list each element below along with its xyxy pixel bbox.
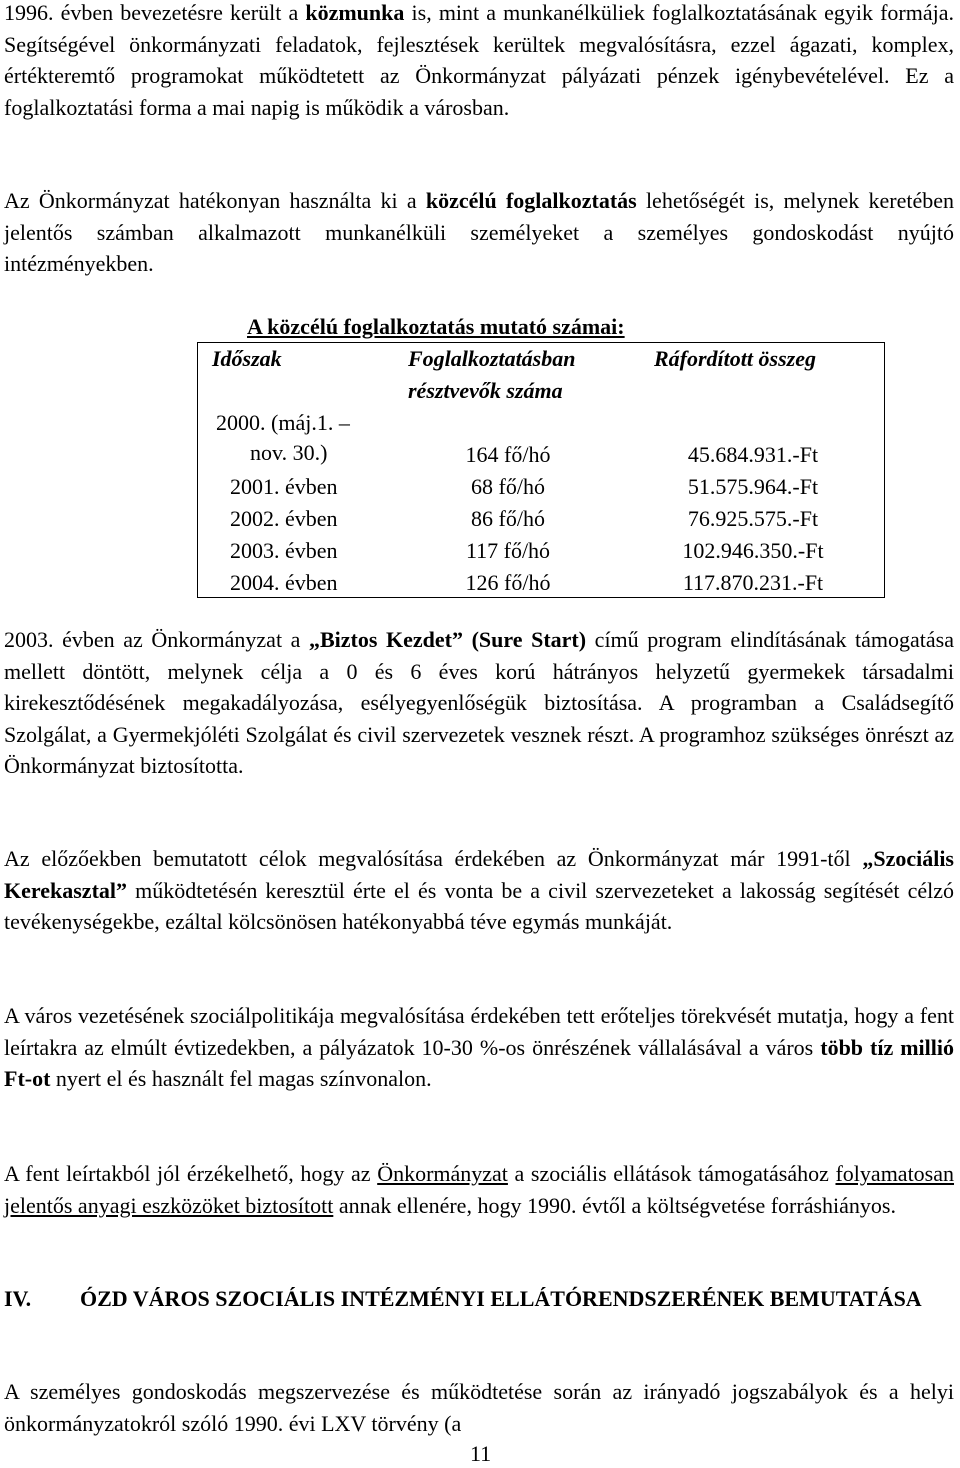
- paragraph-text: lehetőségét is, melynek keretében jelentős számban alkalmazott munkanélküli személyeket a személyes gondoskodást nyújtó intézményekben.: [4, 188, 954, 276]
- row-3-period: 2003. évben: [230, 538, 338, 563]
- paragraph-text: működtetésén keresztül érte el és vonta be a civil szervezeteket a lakosság segítését célzó tevékenységekbe, ezáltal kölcsönösen hatékonyabbá téve egymás munkáját.: [4, 877, 954, 934]
- row-3-participants: 117 fő/hó: [465, 538, 551, 563]
- paragraph-text: A személyes gondoskodás megszervezése és működtetése során az irányadó jogszabályok és a helyi önkormányzatokról szóló 1990. évi LXV törvény (a: [4, 1379, 954, 1436]
- row-0-participants: 164 fő/hó: [465, 442, 551, 467]
- row-0-amount: 45.684.931.-Ft: [687, 442, 819, 467]
- row-4-amount: 117.870.231.-Ft: [682, 570, 824, 595]
- bold-term: közmunka: [305, 0, 405, 25]
- paragraph-text: a szociális ellátások támogatásához: [507, 1161, 836, 1186]
- row-1-amount: 51.575.964.-Ft: [687, 474, 819, 499]
- paragraph-szocialpolitika: [4, 1000, 954, 1095]
- statistics-table: [197, 342, 885, 598]
- page-number: 11: [470, 1441, 492, 1466]
- row-1-period: 2001. évben: [230, 474, 338, 499]
- row-4-period: 2004. évben: [230, 570, 338, 595]
- paragraph-jogszabalyok: [4, 1376, 954, 1439]
- paragraph-kozcelu: [4, 185, 954, 280]
- paragraph-text: Az Önkormányzat hatékonyan használta ki a: [4, 188, 426, 213]
- paragraph-sure-start: [4, 624, 954, 782]
- table-title: A közcélú foglalkoztatás mutató számai:: [247, 314, 625, 339]
- bold-term: „Szociális Kerekasztal”: [4, 846, 954, 903]
- header-participants-line2: résztvevők száma: [408, 378, 563, 403]
- header-period: Időszak: [212, 346, 282, 371]
- bold-term: több tíz millió Ft-ot: [4, 1034, 955, 1091]
- bold-term: „Biztos Kezdet” (Sure Start): [309, 627, 587, 652]
- paragraph-text: című program elindításának támogatása mellett döntött, melynek célja a 0 és 6 éves korú hátrányos helyzetű gyermekek társadalmi kirekesztődésének megakadályozása, esélyegyenlőségük biztosítása. A programban a Családsegítő Szolgálat, a Gyermekjóléti Szolgálat és civil szervezetek vesznek részt. A programhoz szükséges önrészt az Önkormányzat biztosította.: [4, 627, 954, 778]
- paragraph-text: 1996. évben bevezetésre került a: [4, 0, 306, 25]
- paragraph-text: 2003. évben az Önkormányzat a: [4, 627, 309, 652]
- paragraph-text: annak ellenére, hogy 1990. évtől a költségvetése forráshiányos.: [333, 1192, 896, 1218]
- row-2-period: 2002. évben: [230, 506, 338, 531]
- header-participants-line1: Foglalkoztatásban: [408, 346, 576, 371]
- paragraph-text: nyert el és használt fel magas színvonalon.: [50, 1066, 432, 1091]
- header-amount: Ráfordított összeg: [654, 346, 816, 371]
- row-0-period-line2: nov. 30.): [250, 440, 328, 465]
- bold-term: közcélú foglalkoztatás: [425, 188, 637, 213]
- row-4-participants: 126 fő/hó: [465, 570, 551, 595]
- paragraph-text: A város vezetésének szociálpolitikája megvalósítása érdekében tett erőteljes törekvését mutatja, hogy a fent leírtakra az elmúlt évtizedekben, a pályázatok 10-30 %-os önrészének vállalásával a város: [4, 1003, 954, 1060]
- section-number: IV.: [4, 1286, 32, 1311]
- row-1-participants: 68 fő/hó: [471, 474, 545, 499]
- section-title: ÓZD VÁROS SZOCIÁLIS INTÉZMÉNYI ELLÁTÓRENDSZERÉNEK BEMUTATÁSA: [80, 1286, 922, 1311]
- underlined-term: folyamatosan jelentős anyagi eszközöket biztosított: [4, 1161, 955, 1218]
- paragraph-text: is, mint a munkanélküliek foglalkoztatásának egyik formája. Segítségével önkormányzati feladatok, fejlesztések kerültek megvalósításra, ezzel ágazati, komplex, értékteremtő programokat működtetett az Önkormányzat pályázati pénzek igénybevételével. Ez a foglalkoztatási forma a mai napig is működik a városban.: [4, 0, 955, 120]
- underlined-term: Önkormányzat: [377, 1161, 508, 1186]
- paragraph-text: Az előzőekben bemutatott célok megvalósítása érdekében az Önkormányzat már 1991-től: [4, 846, 863, 871]
- row-2-participants: 86 fő/hó: [471, 506, 545, 531]
- row-2-amount: 76.925.575.-Ft: [687, 506, 819, 531]
- paragraph-kozmunka: [4, 0, 954, 123]
- row-0-period-line1: 2000. (máj.1. –: [216, 410, 350, 435]
- paragraph-kerekasztal: [4, 843, 954, 938]
- paragraph-tamogatas: [4, 1158, 954, 1221]
- paragraph-text: A fent leírtakból jól érzékelhető, hogy az: [4, 1161, 378, 1186]
- row-3-amount: 102.946.350.-Ft: [682, 538, 824, 563]
